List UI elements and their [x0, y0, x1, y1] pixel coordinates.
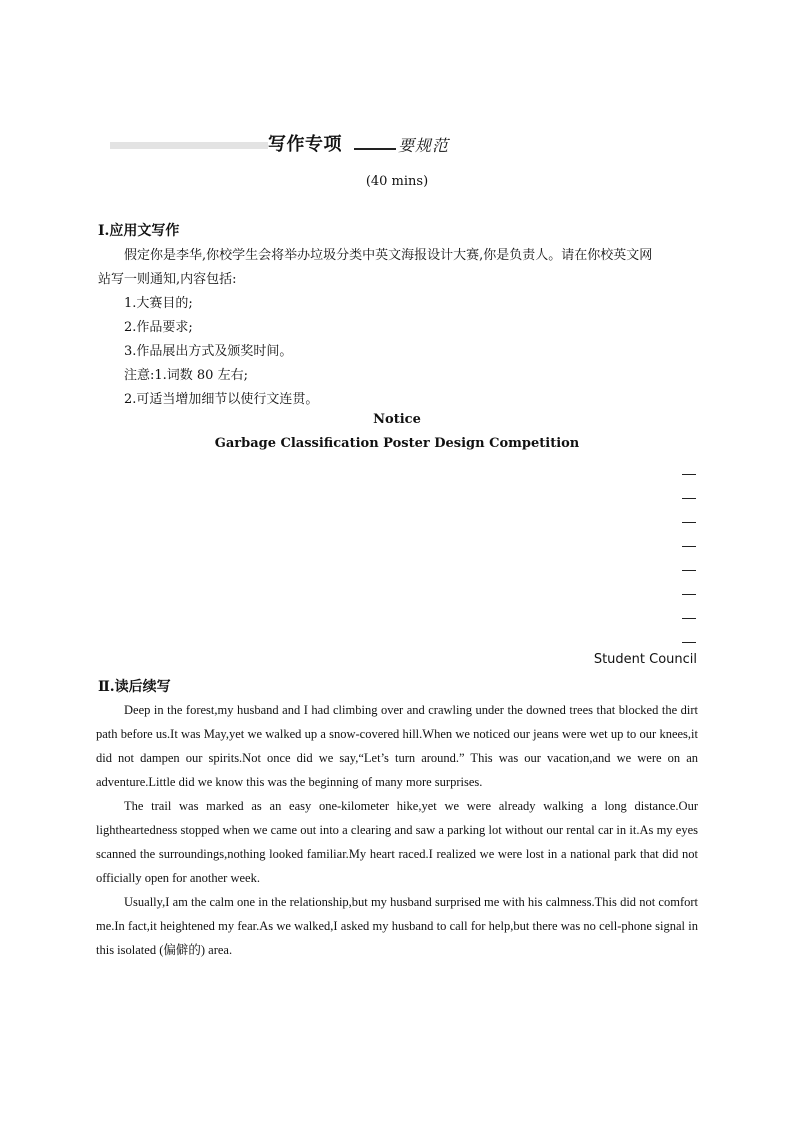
title-dash — [354, 148, 396, 150]
note-line-2: 2.可适当增加细节以使行文连贯。 — [124, 392, 319, 407]
section1-heading: Ⅰ.应用文写作 — [98, 223, 180, 239]
passage-paragraph: Deep in the forest,my husband and I had climbing over and crawling under the downed trees that blocked the dirt path before us.It was May,yet we walked up a snow-covered hill.When we noticed our jeans were wet up to our knees,it did not dampen our spirits.Not once did we say,“Let’s turn around.” This was our vacation,and we were on an adventure.Little did we know this was the beginning of many more surprises. — [96, 703, 698, 789]
requirement-item: 3.作品展出方式及颁奖时间。 — [124, 344, 293, 359]
prompt-line-2: 站写一则通知,内容包括: — [98, 272, 237, 287]
writing-line — [682, 474, 696, 475]
writing-line — [682, 594, 696, 595]
passage-paragraph: Usually,I am the calm one in the relationship,but my husband surprised me with his calmness.This did not comfort me.In fact,it heightened my fear.As we walked,I asked my husband to call for help,but there was no cell-phone signal in this isolated (偏僻的) area. — [96, 895, 698, 957]
title-decoration-bar — [110, 142, 268, 149]
writing-line — [682, 618, 696, 619]
writing-line — [682, 546, 696, 547]
prompt-line-1: 假定你是李华,你校学生会将举办垃圾分类中英文海报设计大赛,你是负责人。请在你校英文网 — [124, 248, 653, 263]
writing-line — [682, 642, 696, 643]
notice-subtitle: Garbage Classification Poster Design Competition — [214, 436, 580, 451]
page-subtitle: 要规范 — [398, 136, 450, 155]
time-limit: (40 mins) — [365, 174, 429, 189]
reading-passage — [96, 698, 698, 962]
passage-paragraph: The trail was marked as an easy one-kilometer hike,yet we were already walking a long distance.Our lightheartedness stopped when we came out into a clearing and saw a parking lot without our rental car in it.As my eyes scanned the surroundings,nothing looked familiar.My heart raced.I realized we were lost in a national park that did not officially open for another week. — [96, 799, 698, 885]
writing-lines — [682, 474, 698, 666]
note-line-1: 注意:1.词数 80 左右; — [124, 368, 248, 383]
writing-line — [682, 498, 696, 499]
notice-title: Notice — [373, 412, 421, 427]
writing-line — [682, 522, 696, 523]
title-row — [110, 130, 710, 156]
writing-line — [682, 570, 696, 571]
notice-signature: Student Council — [593, 652, 697, 667]
section2-heading: Ⅱ.读后续写 — [98, 679, 171, 695]
page-title: 写作专项 — [268, 134, 342, 155]
requirement-item: 1.大赛目的; — [124, 296, 193, 311]
requirement-item: 2.作品要求; — [124, 320, 193, 335]
